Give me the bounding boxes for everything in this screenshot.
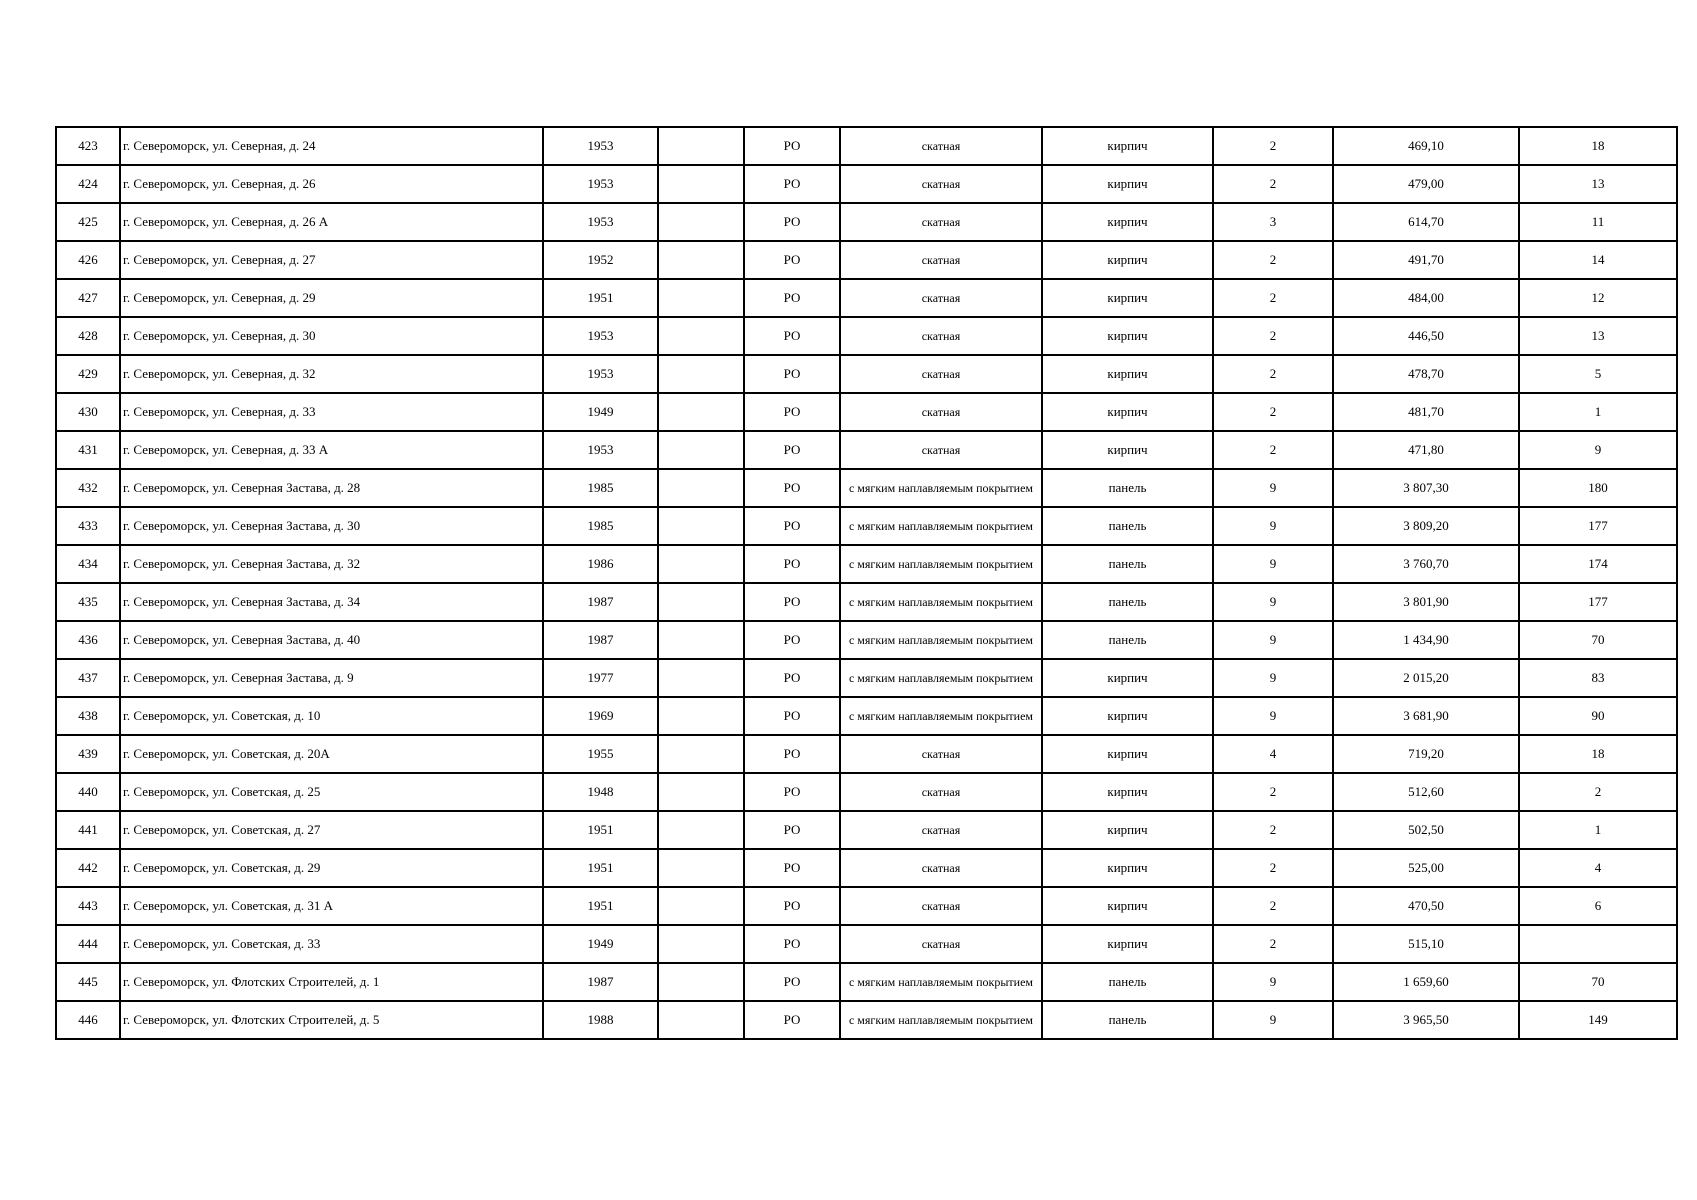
floors-cell: 9 — [1213, 621, 1333, 659]
floors-cell: 2 — [1213, 127, 1333, 165]
type-cell: РО — [744, 127, 840, 165]
wall-material-cell: панель — [1042, 469, 1213, 507]
blank-cell — [658, 507, 744, 545]
type-cell: РО — [744, 925, 840, 963]
row-number-cell: 446 — [56, 1001, 120, 1039]
area-cell: 525,00 — [1333, 849, 1519, 887]
blank-cell — [658, 925, 744, 963]
wall-material-cell: кирпич — [1042, 887, 1213, 925]
wall-material-cell: панель — [1042, 507, 1213, 545]
wall-material-cell: панель — [1042, 621, 1213, 659]
table-row — [56, 165, 1677, 203]
year-built-cell: 1953 — [543, 317, 658, 355]
roof-type-cell: скатная — [840, 773, 1042, 811]
area-cell: 469,10 — [1333, 127, 1519, 165]
roof-type-cell: скатная — [840, 241, 1042, 279]
count-cell: 180 — [1519, 469, 1677, 507]
count-cell: 18 — [1519, 127, 1677, 165]
row-number-cell: 434 — [56, 545, 120, 583]
floors-cell: 2 — [1213, 165, 1333, 203]
wall-material-cell: кирпич — [1042, 241, 1213, 279]
address-cell: г. Североморск, ул. Северная, д. 26 А — [120, 203, 543, 241]
blank-cell — [658, 849, 744, 887]
area-cell: 719,20 — [1333, 735, 1519, 773]
row-number-cell: 437 — [56, 659, 120, 697]
row-number-cell: 433 — [56, 507, 120, 545]
blank-cell — [658, 621, 744, 659]
count-cell: 18 — [1519, 735, 1677, 773]
year-built-cell: 1986 — [543, 545, 658, 583]
table-row — [56, 773, 1677, 811]
type-cell: РО — [744, 621, 840, 659]
wall-material-cell: кирпич — [1042, 925, 1213, 963]
count-cell: 14 — [1519, 241, 1677, 279]
floors-cell: 2 — [1213, 393, 1333, 431]
table-row — [56, 241, 1677, 279]
floors-cell: 9 — [1213, 469, 1333, 507]
roof-type-cell: скатная — [840, 279, 1042, 317]
type-cell: РО — [744, 963, 840, 1001]
year-built-cell: 1953 — [543, 203, 658, 241]
table-row — [56, 469, 1677, 507]
wall-material-cell: кирпич — [1042, 811, 1213, 849]
roof-type-cell: скатная — [840, 127, 1042, 165]
area-cell: 1 434,90 — [1333, 621, 1519, 659]
blank-cell — [658, 279, 744, 317]
area-cell: 3 681,90 — [1333, 697, 1519, 735]
count-cell — [1519, 925, 1677, 963]
wall-material-cell: панель — [1042, 545, 1213, 583]
row-number-cell: 425 — [56, 203, 120, 241]
table-row — [56, 545, 1677, 583]
row-number-cell: 442 — [56, 849, 120, 887]
address-cell: г. Североморск, ул. Северная, д. 33 — [120, 393, 543, 431]
row-number-cell: 430 — [56, 393, 120, 431]
roof-type-cell: с мягким наплавляемым покрытием — [840, 545, 1042, 583]
year-built-cell: 1987 — [543, 963, 658, 1001]
row-number-cell: 431 — [56, 431, 120, 469]
type-cell: РО — [744, 279, 840, 317]
address-cell: г. Североморск, ул. Советская, д. 31 А — [120, 887, 543, 925]
row-number-cell: 432 — [56, 469, 120, 507]
blank-cell — [658, 241, 744, 279]
year-built-cell: 1987 — [543, 621, 658, 659]
row-number-cell: 438 — [56, 697, 120, 735]
count-cell: 70 — [1519, 621, 1677, 659]
blank-cell — [658, 317, 744, 355]
blank-cell — [658, 431, 744, 469]
type-cell: РО — [744, 203, 840, 241]
housing-register-table — [55, 126, 1678, 1040]
blank-cell — [658, 127, 744, 165]
table-row — [56, 393, 1677, 431]
type-cell: РО — [744, 545, 840, 583]
area-cell: 471,80 — [1333, 431, 1519, 469]
area-cell: 3 760,70 — [1333, 545, 1519, 583]
table-row — [56, 697, 1677, 735]
count-cell: 5 — [1519, 355, 1677, 393]
wall-material-cell: панель — [1042, 963, 1213, 1001]
wall-material-cell: панель — [1042, 583, 1213, 621]
type-cell: РО — [744, 393, 840, 431]
roof-type-cell: с мягким наплавляемым покрытием — [840, 963, 1042, 1001]
table-row — [56, 621, 1677, 659]
row-number-cell: 443 — [56, 887, 120, 925]
blank-cell — [658, 393, 744, 431]
address-cell: г. Североморск, ул. Северная, д. 30 — [120, 317, 543, 355]
blank-cell — [658, 697, 744, 735]
type-cell: РО — [744, 431, 840, 469]
floors-cell: 2 — [1213, 355, 1333, 393]
area-cell: 614,70 — [1333, 203, 1519, 241]
row-number-cell: 440 — [56, 773, 120, 811]
floors-cell: 9 — [1213, 1001, 1333, 1039]
blank-cell — [658, 811, 744, 849]
row-number-cell: 436 — [56, 621, 120, 659]
count-cell: 13 — [1519, 317, 1677, 355]
row-number-cell: 423 — [56, 127, 120, 165]
address-cell: г. Североморск, ул. Северная Застава, д. 30 — [120, 507, 543, 545]
roof-type-cell: скатная — [840, 165, 1042, 203]
table-row — [56, 317, 1677, 355]
roof-type-cell: скатная — [840, 431, 1042, 469]
count-cell: 1 — [1519, 393, 1677, 431]
year-built-cell: 1987 — [543, 583, 658, 621]
address-cell: г. Североморск, ул. Северная Застава, д. 34 — [120, 583, 543, 621]
count-cell: 9 — [1519, 431, 1677, 469]
area-cell: 3 809,20 — [1333, 507, 1519, 545]
blank-cell — [658, 963, 744, 1001]
area-cell: 484,00 — [1333, 279, 1519, 317]
type-cell: РО — [744, 735, 840, 773]
count-cell: 177 — [1519, 507, 1677, 545]
area-cell: 502,50 — [1333, 811, 1519, 849]
year-built-cell: 1953 — [543, 355, 658, 393]
year-built-cell: 1952 — [543, 241, 658, 279]
floors-cell: 2 — [1213, 431, 1333, 469]
floors-cell: 2 — [1213, 279, 1333, 317]
blank-cell — [658, 583, 744, 621]
table-row — [56, 963, 1677, 1001]
count-cell: 12 — [1519, 279, 1677, 317]
area-cell: 1 659,60 — [1333, 963, 1519, 1001]
roof-type-cell: скатная — [840, 925, 1042, 963]
count-cell: 11 — [1519, 203, 1677, 241]
row-number-cell: 441 — [56, 811, 120, 849]
roof-type-cell: с мягким наплавляемым покрытием — [840, 507, 1042, 545]
year-built-cell: 1988 — [543, 1001, 658, 1039]
blank-cell — [658, 735, 744, 773]
row-number-cell: 424 — [56, 165, 120, 203]
table-row — [56, 659, 1677, 697]
table-body — [56, 127, 1677, 1039]
year-built-cell: 1953 — [543, 431, 658, 469]
address-cell: г. Североморск, ул. Северная Застава, д. 40 — [120, 621, 543, 659]
blank-cell — [658, 887, 744, 925]
roof-type-cell: с мягким наплавляемым покрытием — [840, 659, 1042, 697]
address-cell: г. Североморск, ул. Советская, д. 33 — [120, 925, 543, 963]
area-cell: 3 965,50 — [1333, 1001, 1519, 1039]
address-cell: г. Североморск, ул. Северная Застава, д. 28 — [120, 469, 543, 507]
type-cell: РО — [744, 317, 840, 355]
wall-material-cell: кирпич — [1042, 659, 1213, 697]
blank-cell — [658, 355, 744, 393]
table-row — [56, 583, 1677, 621]
count-cell: 177 — [1519, 583, 1677, 621]
row-number-cell: 428 — [56, 317, 120, 355]
row-number-cell: 435 — [56, 583, 120, 621]
type-cell: РО — [744, 697, 840, 735]
roof-type-cell: с мягким наплавляемым покрытием — [840, 1001, 1042, 1039]
roof-type-cell: с мягким наплавляемым покрытием — [840, 621, 1042, 659]
address-cell: г. Североморск, ул. Советская, д. 25 — [120, 773, 543, 811]
area-cell: 2 015,20 — [1333, 659, 1519, 697]
address-cell: г. Североморск, ул. Флотских Строителей, д. 1 — [120, 963, 543, 1001]
address-cell: г. Североморск, ул. Северная Застава, д. 9 — [120, 659, 543, 697]
floors-cell: 2 — [1213, 241, 1333, 279]
wall-material-cell: панель — [1042, 1001, 1213, 1039]
year-built-cell: 1953 — [543, 127, 658, 165]
address-cell: г. Североморск, ул. Советская, д. 10 — [120, 697, 543, 735]
count-cell: 13 — [1519, 165, 1677, 203]
wall-material-cell: кирпич — [1042, 279, 1213, 317]
floors-cell: 4 — [1213, 735, 1333, 773]
count-cell: 90 — [1519, 697, 1677, 735]
type-cell: РО — [744, 849, 840, 887]
type-cell: РО — [744, 583, 840, 621]
blank-cell — [658, 545, 744, 583]
row-number-cell: 445 — [56, 963, 120, 1001]
floors-cell: 9 — [1213, 963, 1333, 1001]
area-cell: 512,60 — [1333, 773, 1519, 811]
address-cell: г. Североморск, ул. Северная, д. 24 — [120, 127, 543, 165]
roof-type-cell: с мягким наплавляемым покрытием — [840, 583, 1042, 621]
year-built-cell: 1951 — [543, 279, 658, 317]
area-cell: 479,00 — [1333, 165, 1519, 203]
row-number-cell: 429 — [56, 355, 120, 393]
area-cell: 481,70 — [1333, 393, 1519, 431]
table-row — [56, 279, 1677, 317]
floors-cell: 9 — [1213, 545, 1333, 583]
roof-type-cell: скатная — [840, 393, 1042, 431]
table-row — [56, 1001, 1677, 1039]
table-row — [56, 925, 1677, 963]
wall-material-cell: кирпич — [1042, 393, 1213, 431]
year-built-cell: 1969 — [543, 697, 658, 735]
table-row — [56, 127, 1677, 165]
floors-cell: 2 — [1213, 811, 1333, 849]
address-cell: г. Североморск, ул. Северная Застава, д. 32 — [120, 545, 543, 583]
type-cell: РО — [744, 659, 840, 697]
area-cell: 3 801,90 — [1333, 583, 1519, 621]
blank-cell — [658, 203, 744, 241]
count-cell: 149 — [1519, 1001, 1677, 1039]
wall-material-cell: кирпич — [1042, 849, 1213, 887]
count-cell: 174 — [1519, 545, 1677, 583]
roof-type-cell: скатная — [840, 355, 1042, 393]
blank-cell — [658, 773, 744, 811]
table-row — [56, 431, 1677, 469]
year-built-cell: 1985 — [543, 507, 658, 545]
type-cell: РО — [744, 887, 840, 925]
area-cell: 470,50 — [1333, 887, 1519, 925]
wall-material-cell: кирпич — [1042, 735, 1213, 773]
wall-material-cell: кирпич — [1042, 165, 1213, 203]
floors-cell: 2 — [1213, 887, 1333, 925]
row-number-cell: 426 — [56, 241, 120, 279]
type-cell: РО — [744, 165, 840, 203]
floors-cell: 9 — [1213, 507, 1333, 545]
table-row — [56, 507, 1677, 545]
row-number-cell: 427 — [56, 279, 120, 317]
address-cell: г. Североморск, ул. Флотских Строителей, д. 5 — [120, 1001, 543, 1039]
floors-cell: 3 — [1213, 203, 1333, 241]
roof-type-cell: скатная — [840, 849, 1042, 887]
table-row — [56, 355, 1677, 393]
type-cell: РО — [744, 355, 840, 393]
table-row — [56, 887, 1677, 925]
row-number-cell: 444 — [56, 925, 120, 963]
floors-cell: 9 — [1213, 659, 1333, 697]
roof-type-cell: скатная — [840, 887, 1042, 925]
year-built-cell: 1953 — [543, 165, 658, 203]
count-cell: 4 — [1519, 849, 1677, 887]
type-cell: РО — [744, 811, 840, 849]
table-row — [56, 203, 1677, 241]
year-built-cell: 1951 — [543, 811, 658, 849]
area-cell: 515,10 — [1333, 925, 1519, 963]
count-cell: 70 — [1519, 963, 1677, 1001]
area-cell: 478,70 — [1333, 355, 1519, 393]
year-built-cell: 1951 — [543, 849, 658, 887]
wall-material-cell: кирпич — [1042, 317, 1213, 355]
floors-cell: 2 — [1213, 925, 1333, 963]
type-cell: РО — [744, 773, 840, 811]
address-cell: г. Североморск, ул. Северная, д. 33 А — [120, 431, 543, 469]
roof-type-cell: скатная — [840, 317, 1042, 355]
floors-cell: 2 — [1213, 849, 1333, 887]
year-built-cell: 1949 — [543, 925, 658, 963]
type-cell: РО — [744, 1001, 840, 1039]
wall-material-cell: кирпич — [1042, 127, 1213, 165]
wall-material-cell: кирпич — [1042, 203, 1213, 241]
type-cell: РО — [744, 469, 840, 507]
roof-type-cell: скатная — [840, 735, 1042, 773]
address-cell: г. Североморск, ул. Советская, д. 27 — [120, 811, 543, 849]
table-row — [56, 811, 1677, 849]
roof-type-cell: скатная — [840, 203, 1042, 241]
area-cell: 446,50 — [1333, 317, 1519, 355]
roof-type-cell: с мягким наплавляемым покрытием — [840, 469, 1042, 507]
year-built-cell: 1985 — [543, 469, 658, 507]
count-cell: 1 — [1519, 811, 1677, 849]
blank-cell — [658, 659, 744, 697]
area-cell: 491,70 — [1333, 241, 1519, 279]
floors-cell: 9 — [1213, 697, 1333, 735]
wall-material-cell: кирпич — [1042, 431, 1213, 469]
address-cell: г. Североморск, ул. Северная, д. 29 — [120, 279, 543, 317]
year-built-cell: 1955 — [543, 735, 658, 773]
roof-type-cell: скатная — [840, 811, 1042, 849]
wall-material-cell: кирпич — [1042, 773, 1213, 811]
floors-cell: 2 — [1213, 317, 1333, 355]
area-cell: 3 807,30 — [1333, 469, 1519, 507]
year-built-cell: 1949 — [543, 393, 658, 431]
type-cell: РО — [744, 241, 840, 279]
blank-cell — [658, 469, 744, 507]
wall-material-cell: кирпич — [1042, 697, 1213, 735]
roof-type-cell: с мягким наплавляемым покрытием — [840, 697, 1042, 735]
floors-cell: 9 — [1213, 583, 1333, 621]
row-number-cell: 439 — [56, 735, 120, 773]
count-cell: 83 — [1519, 659, 1677, 697]
address-cell: г. Североморск, ул. Советская, д. 20А — [120, 735, 543, 773]
address-cell: г. Североморск, ул. Северная, д. 26 — [120, 165, 543, 203]
blank-cell — [658, 1001, 744, 1039]
table-row — [56, 849, 1677, 887]
floors-cell: 2 — [1213, 773, 1333, 811]
year-built-cell: 1951 — [543, 887, 658, 925]
table-row — [56, 735, 1677, 773]
count-cell: 6 — [1519, 887, 1677, 925]
blank-cell — [658, 165, 744, 203]
year-built-cell: 1948 — [543, 773, 658, 811]
count-cell: 2 — [1519, 773, 1677, 811]
wall-material-cell: кирпич — [1042, 355, 1213, 393]
type-cell: РО — [744, 507, 840, 545]
address-cell: г. Североморск, ул. Северная, д. 27 — [120, 241, 543, 279]
address-cell: г. Североморск, ул. Советская, д. 29 — [120, 849, 543, 887]
year-built-cell: 1977 — [543, 659, 658, 697]
address-cell: г. Североморск, ул. Северная, д. 32 — [120, 355, 543, 393]
